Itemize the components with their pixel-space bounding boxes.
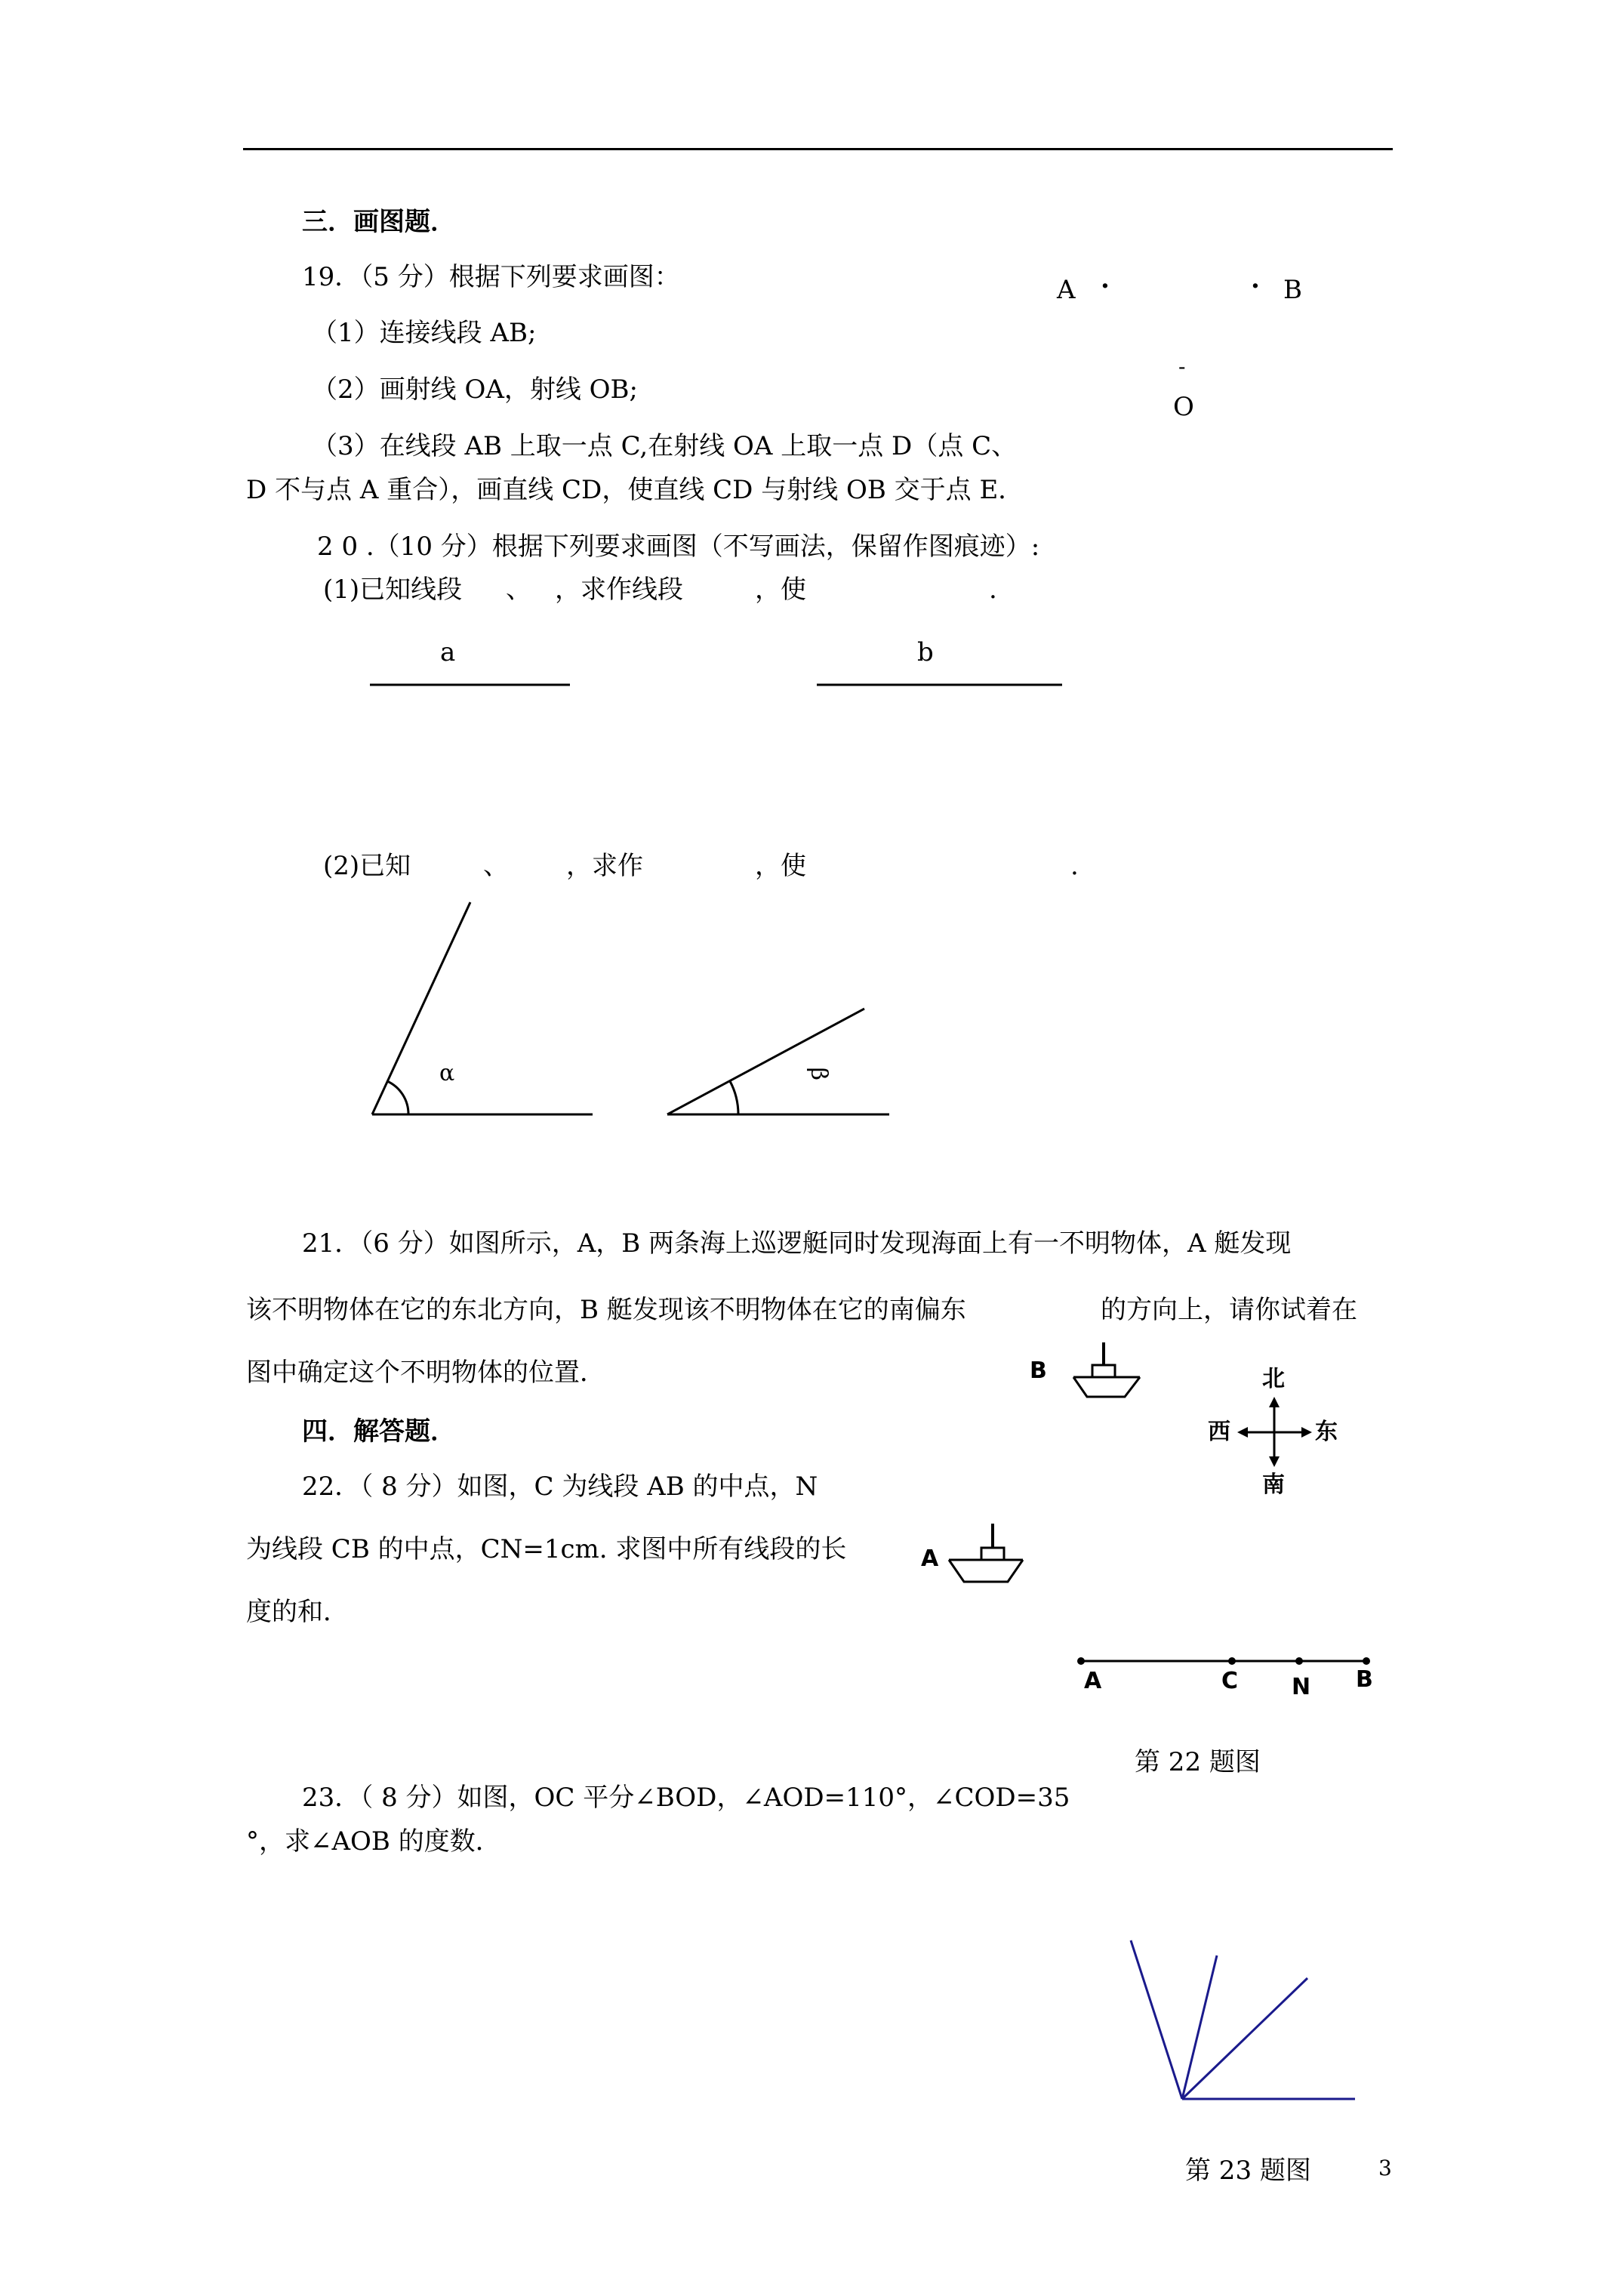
q20-part2-mid2: ，使	[755, 851, 806, 881]
q19-step3-line2: D 不与点 A 重合），画直线 CD，使直线 CD 与射线 OB 交于点 E．	[246, 475, 1024, 505]
q20-part1-end: .	[989, 575, 997, 605]
q19-step1: （1）连接线段 AB;	[312, 318, 537, 348]
segment-a-label: a	[440, 637, 456, 667]
q22-point-c: C	[1221, 1668, 1239, 1694]
alpha-label: α	[439, 1060, 455, 1086]
compass-west: 西	[1208, 1419, 1230, 1445]
q23-line1: 23．（ 8 分）如图，OC 平分∠BOD，∠AOD=110°，∠COD=35	[302, 1783, 1070, 1813]
q22-point-b: B	[1356, 1666, 1373, 1693]
section3-heading: 三．画图题．	[302, 207, 456, 237]
q20-part2-prefix: (2)已知	[323, 851, 411, 881]
ray-ob	[1182, 1955, 1217, 2099]
q23-line2: °，求∠AOB 的度数．	[246, 1826, 501, 1857]
boat-b-label: B	[1030, 1358, 1047, 1384]
q20-part2-end: .	[1070, 851, 1079, 881]
compass-north: 北	[1262, 1366, 1285, 1392]
q20-part2-mid: ，求作	[566, 851, 643, 881]
q19-point-b-dot: ·	[1251, 271, 1260, 301]
q22-caption: 第 22 题图	[1135, 1747, 1261, 1777]
q19-point-b-label: B	[1283, 275, 1302, 305]
q20-part1-mid: ，求作线段	[555, 575, 683, 605]
q19-point-o-label: O	[1173, 392, 1194, 422]
q22-line3: 度的和．	[246, 1597, 349, 1627]
compass-east: 东	[1315, 1419, 1338, 1445]
q20-part1-mid2: ，使	[755, 575, 806, 605]
q19-point-a-dot: ·	[1101, 271, 1110, 301]
compass-south: 南	[1262, 1472, 1285, 1498]
q21-line3: 图中确定这个不明物体的位置．	[246, 1358, 605, 1388]
q21-line2-a: 该不明物体在它的东北方向，B 艇发现该不明物体在它的南偏东	[246, 1295, 966, 1325]
q19-step2: （2）画射线 OA，射线 OB;	[312, 374, 638, 405]
q22-line2: 为线段 CB 的中点，CN=1cm. 求图中所有线段的长	[246, 1534, 847, 1564]
q20-title: 2 0 .（10 分）根据下列要求画图（不写画法，保留作图痕迹）:	[317, 532, 1040, 562]
q19-title: 19．（5 分）根据下列要求画图：	[302, 262, 680, 292]
segment-b-label: b	[917, 637, 934, 667]
q20-part2-sep: 、	[483, 851, 509, 881]
q22-point-a: A	[1084, 1668, 1102, 1694]
ray-oc	[1182, 1978, 1307, 2099]
q22-point-n: N	[1292, 1674, 1311, 1700]
q23-caption: 第 23 题图	[1185, 2156, 1311, 2186]
q20-part1-prefix: (1)已知线段	[323, 575, 463, 605]
q20-part1-sep: 、	[506, 575, 531, 605]
q19-step3-line1: （3）在线段 AB 上取一点 C,在射线 OA 上取一点 D（点 C、	[312, 431, 1018, 461]
beta-label: β	[805, 1067, 832, 1080]
q19-point-a-label: A	[1057, 275, 1076, 305]
section4-heading: 四．解答题．	[302, 1416, 456, 1447]
q21-line1: 21．（6 分）如图所示，A，B 两条海上巡逻艇同时发现海面上有一不明物体，A 艇发现	[302, 1228, 1292, 1259]
q22-line1: 22．（ 8 分）如图，C 为线段 AB 的中点，N	[302, 1472, 818, 1502]
page-number: 3	[1378, 2156, 1392, 2180]
q19-point-o-mark: -	[1178, 354, 1186, 379]
q21-line2-b: 的方向上，请你试着在	[1101, 1295, 1357, 1325]
boat-a-label: A	[921, 1546, 939, 1572]
ray-oa	[1131, 1940, 1182, 2099]
